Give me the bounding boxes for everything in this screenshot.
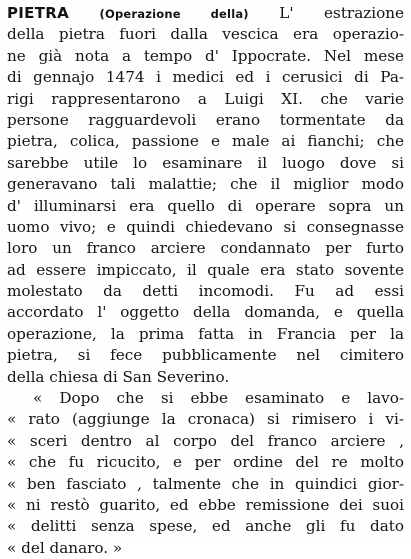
quote-line: « ben fasciato , talmente che in quindici gior- — [7, 474, 404, 493]
text-line: uomo vivo; e quindi chiedevano si consegnasse — [7, 217, 404, 236]
text-line: L' estrazione — [279, 4, 404, 22]
quote-line: « del danaro. » — [7, 538, 123, 557]
quote-line: « sceri dentro al corpo del franco arciere , — [7, 431, 404, 450]
quote-line: « Dopo che si ebbe esaminato e lavo- — [33, 389, 404, 408]
text-line: ne già nota a tempo d' Ippocrate. Nel mese — [7, 46, 404, 65]
quote-line: « delitti senza spese, ed anche gli fu dato — [7, 517, 404, 536]
quote-line: « che fu ricucito, e per ordine del re molto — [7, 453, 404, 472]
text-line: pietra, colica, passione e male ai fianchi; che — [7, 132, 404, 151]
text-line: d' illuminarsi era quello di operare sopra un — [7, 196, 404, 215]
entry-subtitle: (Operazione della) — [99, 7, 249, 21]
entry-headword: PIETRA — [7, 4, 70, 22]
text-line: operazione, la prima fatta in Francia per la — [7, 324, 404, 343]
text-line: pietra, si fece pubblicamente nel cimitero — [7, 346, 404, 365]
text-line: persone ragguardevoli erano tormentate da — [7, 110, 404, 129]
encyclopedia-entry — [7, 3, 404, 559]
text-line: della pietra fuori dalla vescica era operazio- — [7, 25, 404, 44]
text-line: della chiesa di San Severino. — [7, 367, 230, 386]
text-line: generavano tali malattie; che il miglior modo — [7, 175, 404, 194]
text-line: di gennajo 1474 i medici ed i cerusici di Pa- — [7, 68, 404, 87]
text-line: loro un franco arciere condannato per furto — [7, 239, 404, 258]
text-line: molestato da detti incomodi. Fu ad essi — [7, 282, 404, 301]
text-line: sarebbe utile lo esaminare il luogo dove si — [7, 153, 404, 172]
text-line: ad essere impiccato, il quale era stato sovente — [7, 260, 404, 279]
quote-line: « rato (aggiunge la cronaca) si rimisero i vi- — [7, 410, 404, 429]
text-line: rigi rappresentarono a Luigi XI. che varie — [7, 89, 404, 108]
quote-line: « ni restò guarito, ed ebbe remissione dei suoi — [7, 495, 404, 514]
entry-heading-line — [7, 3, 404, 24]
text-line: accordato l' oggetto della domanda, e quella — [7, 303, 404, 322]
